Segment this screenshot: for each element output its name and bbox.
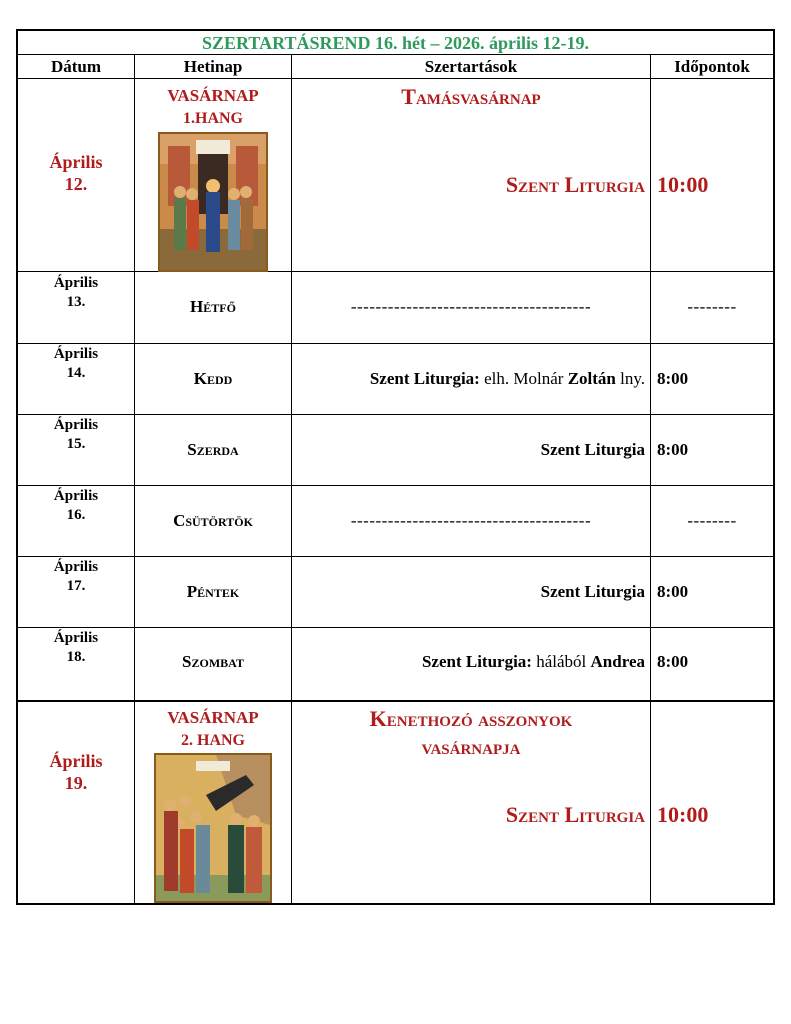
header-services: Szertartások xyxy=(424,57,518,76)
service-name: Szent Liturgia xyxy=(505,172,645,197)
row-divider xyxy=(16,343,775,344)
service-bold: Zoltán xyxy=(567,369,616,388)
header-times: Időpontok xyxy=(674,57,750,76)
service-time: 8:00 xyxy=(657,652,689,671)
date-day: 19. xyxy=(64,773,88,793)
header-date: Dátum xyxy=(50,57,102,76)
date-day: 18. xyxy=(66,649,86,665)
row-divider xyxy=(16,700,775,702)
service-name: Szent Liturgia xyxy=(505,802,645,827)
row-divider xyxy=(16,414,775,415)
myrrh-bearers-icon xyxy=(154,753,272,903)
service-name: --------------------------------------- xyxy=(350,511,592,530)
date-cell xyxy=(18,558,134,596)
row-divider xyxy=(16,271,775,272)
service-name: --------------------------------------- xyxy=(350,297,592,316)
service-time: -------- xyxy=(687,511,737,530)
day-name: VASÁRNAP xyxy=(167,86,259,105)
date-day: 14. xyxy=(66,365,86,381)
day-name: Kedd xyxy=(193,369,233,388)
schedule-title: SZERTARTÁSREND 16. hét – 2026. április 12-19. xyxy=(202,33,589,53)
feast-title-line: Kenethozó asszonyok xyxy=(369,706,573,731)
date-month: Április xyxy=(53,630,99,646)
date-cell xyxy=(18,274,134,312)
date-month: Április xyxy=(49,152,103,172)
feast-title xyxy=(292,705,650,761)
service-bold: Szent Liturgia: xyxy=(369,369,480,388)
service-text: hálából xyxy=(531,652,591,671)
table-right-border xyxy=(773,29,775,905)
service-time: 8:00 xyxy=(657,369,689,388)
service-bold: Szent Liturgia: xyxy=(421,652,532,671)
row-divider xyxy=(16,485,775,486)
thomas-sunday-icon xyxy=(158,132,268,272)
day-name: VASÁRNAP xyxy=(167,708,259,727)
date-month: Április xyxy=(53,488,99,504)
service-name xyxy=(292,651,645,673)
service-text: lny. xyxy=(615,369,645,388)
service-time: 10:00 xyxy=(657,172,709,197)
service-time: 8:00 xyxy=(657,440,689,459)
date-day: 12. xyxy=(64,174,88,194)
table-top-border xyxy=(16,29,775,31)
row-divider xyxy=(16,556,775,557)
day-name: Szombat xyxy=(182,652,244,671)
date-month: Április xyxy=(53,346,99,362)
header-day: Hetinap xyxy=(183,57,243,76)
date-day: 13. xyxy=(66,294,86,310)
feast-title-line: vasárnapja xyxy=(421,734,521,759)
day-name: Csütörtök xyxy=(173,511,253,530)
service-time: -------- xyxy=(687,297,737,316)
date-cell xyxy=(18,416,134,454)
date-cell xyxy=(18,750,134,794)
tone-label: 2. HANG xyxy=(181,732,245,749)
day-name: Szerda xyxy=(187,440,239,459)
tone-label: 1.HANG xyxy=(183,110,243,127)
col-divider xyxy=(650,54,651,904)
service-text: elh. Molnár xyxy=(479,369,568,388)
service-name xyxy=(292,368,645,390)
service-name: Szent Liturgia xyxy=(540,440,645,459)
row-divider xyxy=(16,54,775,55)
date-day: 15. xyxy=(66,436,86,452)
service-name: Szent Liturgia xyxy=(540,582,645,601)
date-cell xyxy=(18,345,134,383)
service-time: 10:00 xyxy=(657,802,709,827)
date-month: Április xyxy=(49,751,103,771)
date-month: Április xyxy=(53,275,99,291)
date-day: 17. xyxy=(66,578,86,594)
date-day: 16. xyxy=(66,507,86,523)
feast-title: Tamásvasárnap xyxy=(401,84,541,109)
table-bottom-border xyxy=(16,903,775,905)
day-name: Péntek xyxy=(186,582,240,601)
row-divider xyxy=(16,78,775,79)
date-cell xyxy=(18,151,134,195)
service-time: 8:00 xyxy=(657,582,689,601)
date-cell xyxy=(18,487,134,525)
service-bold: Andrea xyxy=(590,652,645,671)
date-cell xyxy=(18,629,134,667)
row-divider xyxy=(16,627,775,628)
date-month: Április xyxy=(53,417,99,433)
day-name: Hétfő xyxy=(190,297,236,316)
date-month: Április xyxy=(53,559,99,575)
col-divider xyxy=(134,54,135,904)
